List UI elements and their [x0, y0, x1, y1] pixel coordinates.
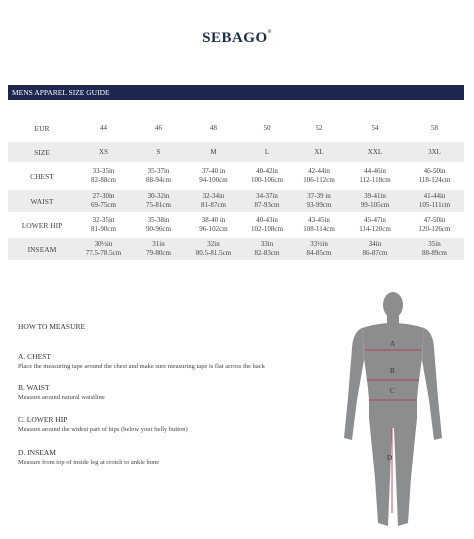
- inseam-section-title: D. INSEAM: [18, 448, 56, 457]
- cell-cm: 99-105cm: [360, 201, 390, 209]
- table-cell: XL: [293, 142, 345, 162]
- row-label-eur: EUR: [34, 123, 50, 133]
- table-cell: [345, 190, 405, 212]
- inseam-section-desc: Measure from top of inside leg at crotch to ankle bone: [18, 459, 160, 466]
- table-cell: [405, 164, 464, 188]
- cell-inches: 43-45in: [308, 216, 330, 224]
- table-cell: L: [241, 142, 293, 162]
- cell-cm: 94-100cm: [199, 176, 228, 184]
- cell-cm: 86-87cm: [362, 249, 388, 257]
- cell-cm: 120-126cm: [418, 225, 451, 233]
- cell-inches: 27-30in: [92, 192, 115, 200]
- table-cell: [293, 238, 345, 260]
- row-label-inseam: INSEAM: [8, 238, 76, 260]
- table-cell: XS: [76, 142, 131, 162]
- cell-inches: 33-35in: [92, 167, 115, 175]
- body-measurement-figure: [338, 288, 448, 533]
- label-d: D: [387, 454, 393, 462]
- cell-inches: 42-44in: [308, 167, 330, 175]
- table-row-lower-hip: [8, 214, 464, 236]
- logo-registered-mark: ®: [267, 30, 272, 35]
- cell-inches: 47-50in: [423, 216, 446, 224]
- cell-inches: 33½in: [310, 240, 328, 248]
- cell-inches: 44-46in: [364, 167, 386, 175]
- row-label-lower-hip: LOWER HIP: [21, 220, 63, 230]
- cell-cm: 105-111cm: [418, 201, 451, 209]
- cell-cm: 69-75cm: [91, 201, 116, 209]
- brand-logo: [0, 30, 474, 47]
- table-cell: [131, 190, 186, 212]
- cell-cm: 88-89cm: [422, 249, 447, 257]
- body-silhouette: [344, 292, 442, 526]
- cell-inches: 32-35in: [92, 216, 115, 224]
- cell-cm: 108-114cm: [303, 225, 335, 233]
- table-cell: [76, 214, 131, 236]
- table-row-size: [8, 142, 464, 162]
- how-to-measure-title: HOW TO MEASURE: [18, 322, 86, 331]
- size-table: [8, 116, 464, 260]
- chest-section-desc: Place the measuring tape around the chest and make sure measuring tape is flat across the back: [18, 363, 265, 370]
- cell-cm: 79-80cm: [146, 249, 171, 257]
- table-cell: 58: [431, 123, 438, 132]
- table-row-inseam: [8, 238, 464, 260]
- cell-inches: 38-40 in: [201, 216, 226, 224]
- table-cell: 52: [315, 123, 323, 132]
- table-row-eur: [8, 116, 464, 140]
- table-cell: [76, 238, 131, 260]
- table-row-chest: [8, 164, 464, 188]
- table-cell: XXL: [345, 142, 405, 162]
- cell-cm: 88-94cm: [146, 176, 171, 184]
- table-cell: M: [186, 142, 241, 162]
- cell-cm: 84-85cm: [306, 249, 332, 257]
- table-cell: [345, 238, 405, 260]
- cell-cm: 93-99cm: [306, 201, 332, 209]
- waist-section-title: B. WAIST: [18, 383, 50, 392]
- lower-hip-section-desc: Measure around the widest part of hips (below your belly button): [18, 426, 188, 433]
- table-cell: [241, 190, 293, 212]
- cell-inches: 40-43in: [256, 216, 278, 224]
- cell-cm: 112-118cm: [359, 176, 391, 184]
- row-label-waist: WAIST: [8, 190, 76, 212]
- table-cell: 46: [155, 123, 162, 132]
- table-cell: [186, 238, 241, 260]
- table-cell: [131, 164, 186, 188]
- table-cell: [405, 238, 464, 260]
- cell-cm: 77.5-78.5cm: [85, 249, 122, 257]
- table-cell: [131, 238, 186, 260]
- cell-cm: 81-90cm: [91, 225, 116, 233]
- cell-cm: 96-102cm: [199, 225, 228, 233]
- row-label-size: SIZE: [8, 142, 76, 162]
- table-cell: 50: [263, 123, 271, 132]
- table-cell: 48: [210, 123, 217, 132]
- table-cell: 44: [100, 123, 107, 132]
- table-cell: [405, 214, 464, 236]
- label-b: B: [390, 367, 395, 375]
- row-label-chest: CHEST: [30, 171, 54, 181]
- table-cell: [241, 214, 293, 236]
- table-cell: [131, 214, 186, 236]
- cell-cm: 118-124cm: [418, 176, 451, 184]
- lower-hip-section-title: C. LOWER HIP: [18, 415, 68, 424]
- logo-text: SEBAGO: [202, 30, 268, 46]
- table-cell: [293, 214, 345, 236]
- table-cell: [186, 164, 241, 188]
- table-row-waist: [8, 190, 464, 212]
- cell-cm: 87-93cm: [254, 201, 280, 209]
- cell-inches: 35in: [428, 240, 441, 248]
- cell-inches: 46-50in: [423, 167, 446, 175]
- table-cell: [405, 190, 464, 212]
- cell-inches: 45-47in: [364, 216, 386, 224]
- cell-inches: 34in: [368, 240, 382, 248]
- label-c: C: [390, 387, 395, 395]
- cell-inches: 30-32in: [147, 192, 170, 200]
- cell-cm: 82-83cm: [254, 249, 280, 257]
- table-cell: [76, 190, 131, 212]
- cell-cm: 114-120cm: [359, 225, 391, 233]
- cell-inches: 32-34in: [202, 192, 225, 200]
- cell-inches: 37-40 in: [201, 167, 226, 175]
- cell-cm: 90-96cm: [146, 225, 171, 233]
- cell-inches: 34-37in: [256, 192, 278, 200]
- table-cell: [345, 164, 405, 188]
- cell-inches: 39-41in: [364, 192, 386, 200]
- chest-section-title: A. CHEST: [18, 352, 51, 361]
- cell-cm: 75-81cm: [146, 201, 171, 209]
- table-cell: [186, 190, 241, 212]
- table-cell: [293, 190, 345, 212]
- cell-cm: 81-87cm: [201, 201, 226, 209]
- table-cell: [241, 238, 293, 260]
- cell-inches: 37-39 in: [307, 192, 331, 200]
- cell-inches: 35-37in: [147, 167, 170, 175]
- table-cell: [293, 164, 345, 188]
- cell-inches: 30½in: [94, 240, 113, 248]
- cell-inches: 41-44in: [423, 192, 446, 200]
- table-cell: [186, 214, 241, 236]
- cell-inches: 31in: [152, 240, 165, 248]
- table-cell: 54: [371, 123, 379, 132]
- cell-cm: 106-112cm: [303, 176, 335, 184]
- cell-inches: 33in: [260, 240, 274, 248]
- cell-cm: 80.5-81.5cm: [195, 249, 232, 257]
- cell-cm: 82-88cm: [91, 176, 116, 184]
- table-cell: 3XL: [405, 142, 464, 162]
- table-cell: S: [131, 142, 186, 162]
- table-cell: [241, 164, 293, 188]
- table-cell: [345, 214, 405, 236]
- size-guide-title: MENS APPAREL SIZE GUIDE: [8, 85, 464, 100]
- cell-inches: 32in: [207, 240, 220, 248]
- table-cell: [76, 164, 131, 188]
- cell-cm: 102-108cm: [251, 225, 283, 233]
- cell-inches: 35-38in: [147, 216, 170, 224]
- cell-cm: 100-106cm: [251, 176, 283, 184]
- waist-section-desc: Measure around natural waistline: [18, 394, 105, 401]
- cell-inches: 40-42in: [256, 167, 278, 175]
- label-a: A: [390, 340, 396, 348]
